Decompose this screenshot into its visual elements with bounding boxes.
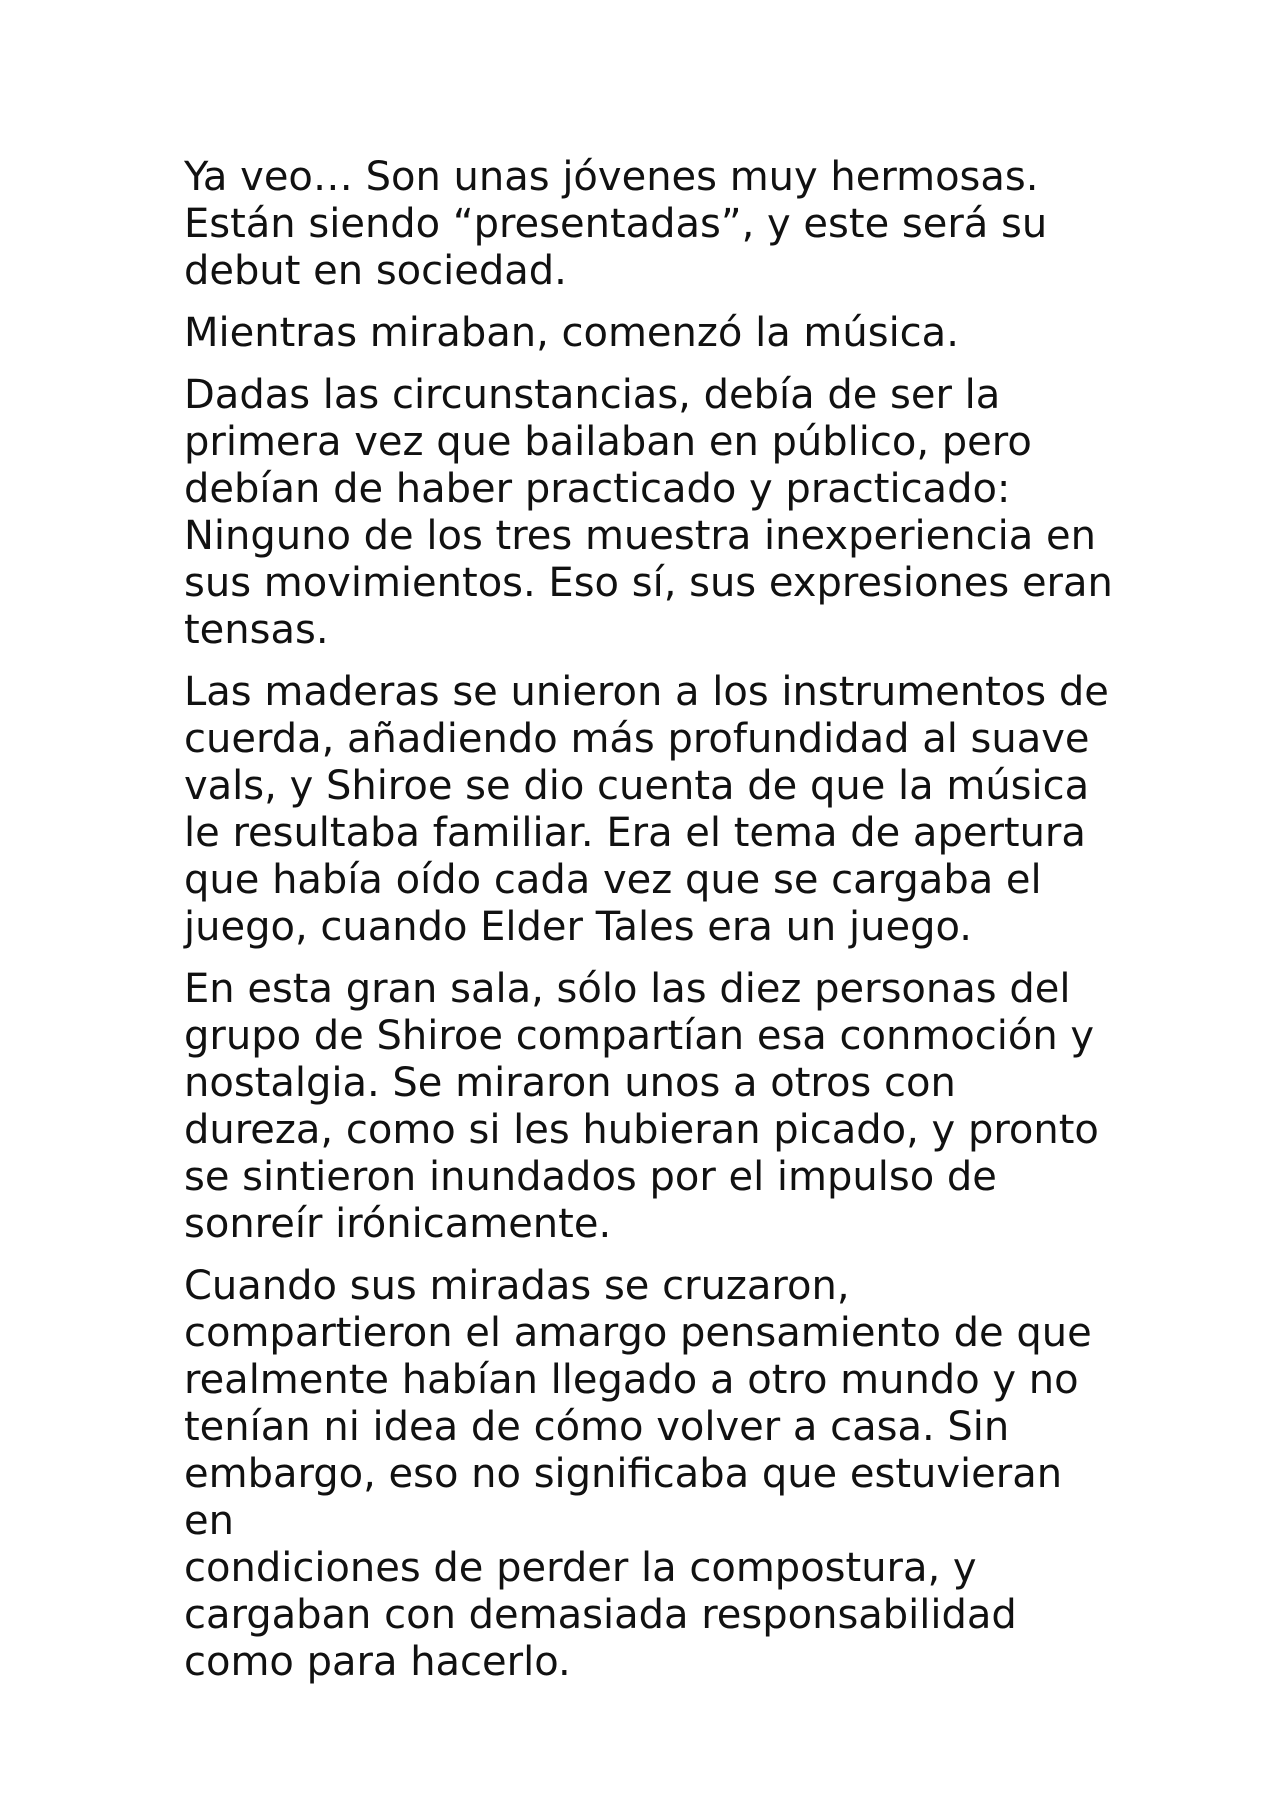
body-text bbox=[184, 154, 1114, 1701]
paragraph-4: Las maderas se unieron a los instrumentos de cuerda, añadiendo más profundidad al suave vals, y Shiroe se dio cuenta de que la música le resultaba familiar. Era el tema de apertura que había oído cada vez que se cargaba el juego, cuando Elder Tales era un juego. bbox=[184, 669, 1109, 950]
paragraph-2: Mientras miraban, comenzó la música. bbox=[184, 310, 959, 356]
paragraph-5: En esta gran sala, sólo las diez personas del grupo de Shiroe compartían esa conmoción y nostalgia. Se miraron unos a otros con dureza, como si les hubieran picado, y pronto se sintieron inundados por el impulso de sonreír irónicamente. bbox=[184, 966, 1099, 1247]
paragraph-3: Dadas las circunstancias, debía de ser la primera vez que bailaban en público, pero debían de haber practicado y practicado: Ninguno de los tres muestra inexperiencia en sus movimientos. Eso sí, sus expresiones eran tensas. bbox=[184, 372, 1113, 653]
paragraph-1: Ya veo… Son unas jóvenes muy hermosas. Están siendo “presentadas”, y este será su debut en sociedad. bbox=[184, 154, 1048, 294]
paragraph-6: Cuando sus miradas se cruzaron, compartieron el amargo pensamiento de que realmente habían llegado a otro mundo y no tenían ni idea de cómo volver a casa. Sin embargo, eso no significaba que estuvieran en condiciones de perder la compostura, y cargaban con demasiada responsabilidad como para hacerlo. bbox=[184, 1263, 1092, 1685]
